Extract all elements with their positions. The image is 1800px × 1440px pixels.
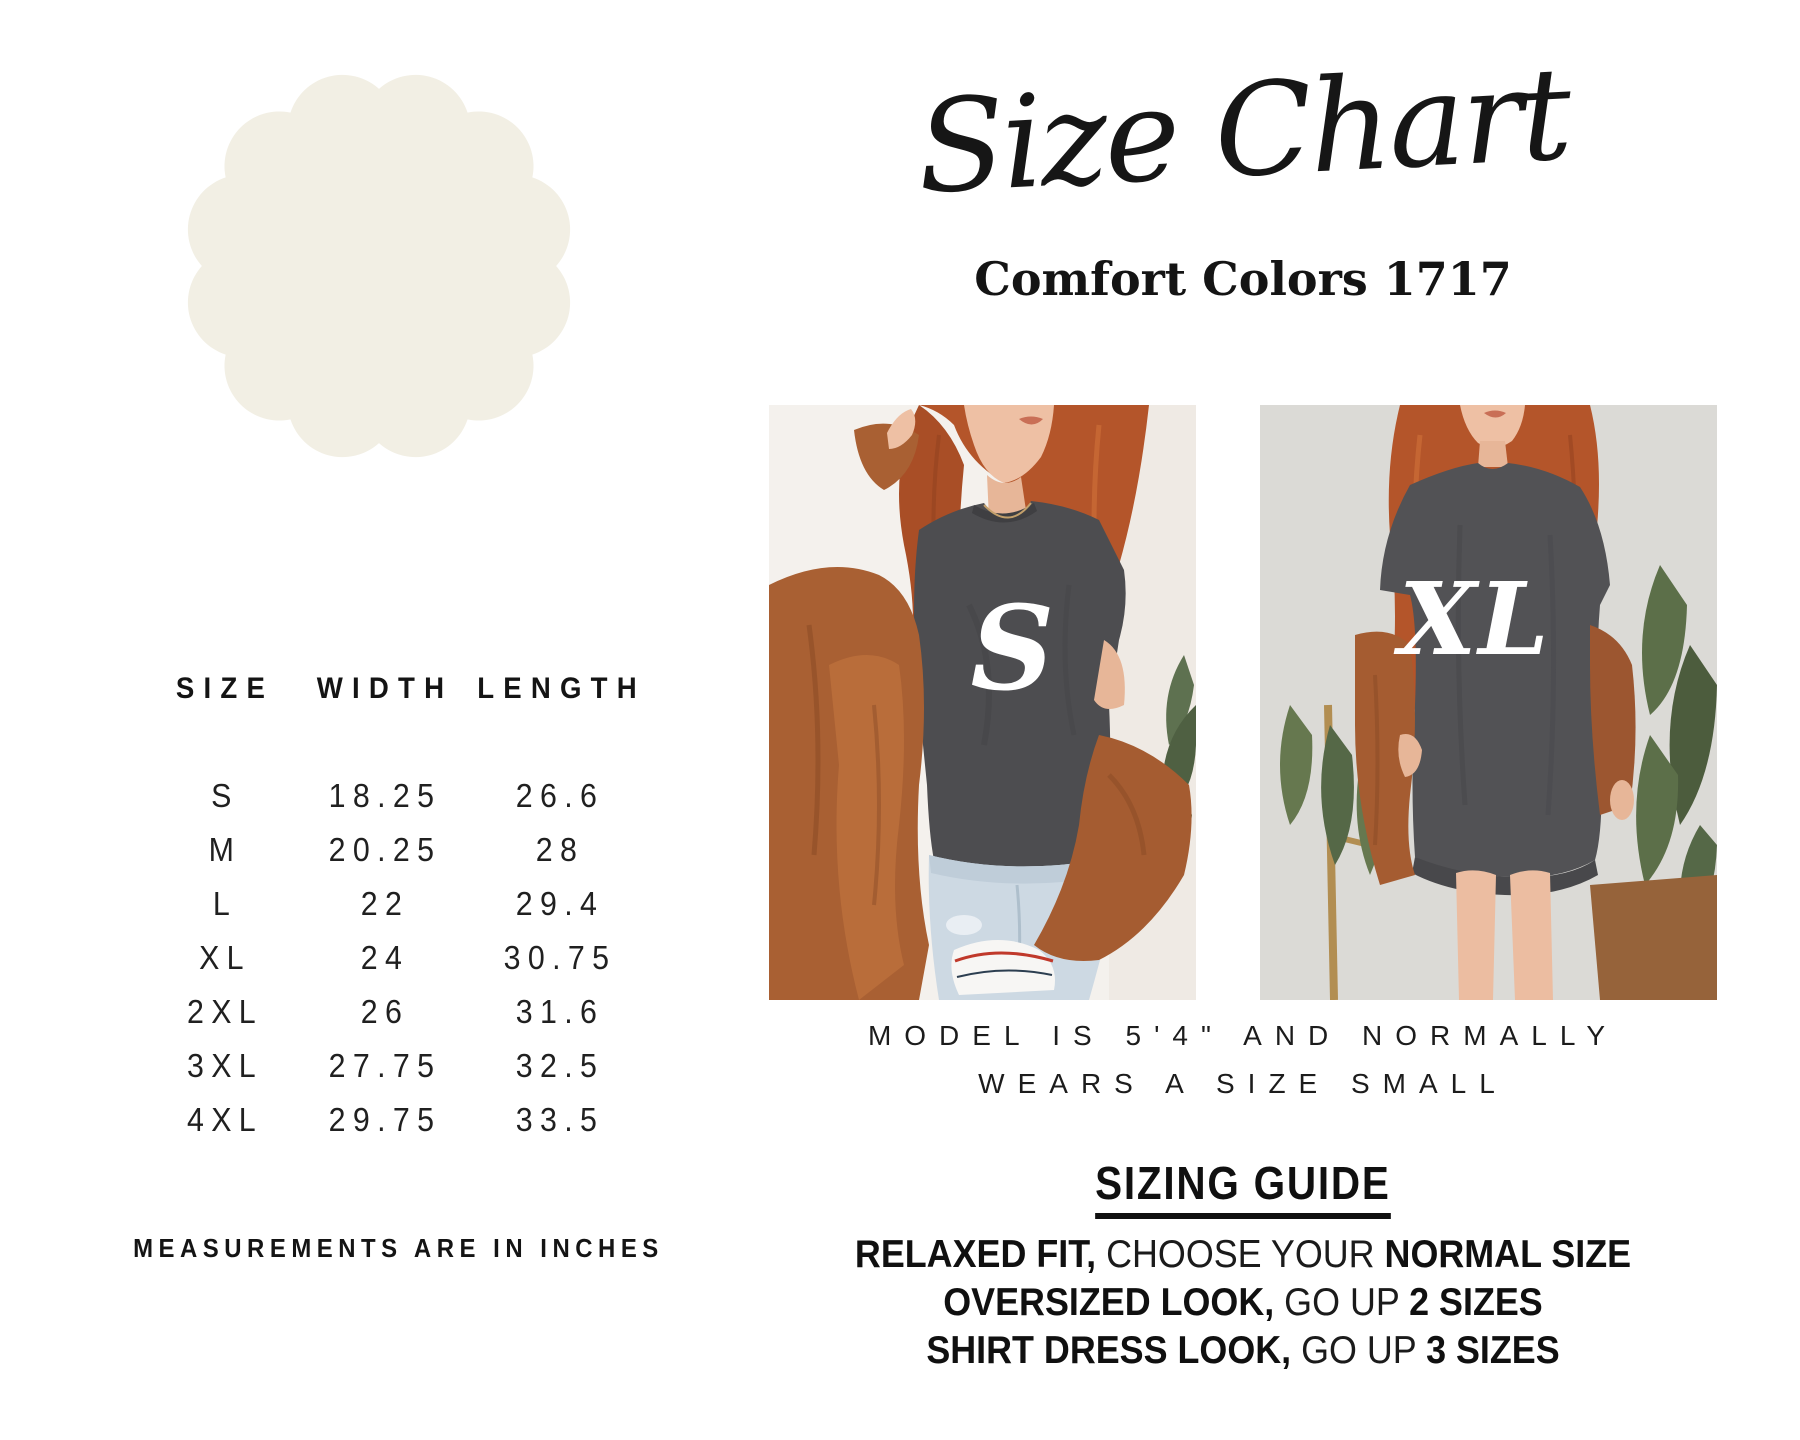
- width-cell: 27.75: [328, 1047, 442, 1084]
- guide-line-tail: NORMAL SIZE: [1384, 1233, 1632, 1276]
- shirt-size-letter-xl: XL: [1398, 560, 1551, 679]
- length-cell: 29.4: [515, 885, 605, 922]
- size-cell: L: [212, 885, 238, 922]
- width-cell: 24: [360, 939, 410, 976]
- sizing-guide-line: [783, 1327, 1703, 1375]
- guide-line-lead: SHIRT DRESS LOOK,: [926, 1328, 1292, 1372]
- table-row: [150, 877, 650, 931]
- length-cell: 28: [535, 831, 585, 868]
- jacket-left-drape: [769, 567, 929, 1000]
- sizing-guide-heading-wrap: [743, 1156, 1743, 1219]
- model-photo-size-s: [769, 405, 1196, 1000]
- page-title: Size Chart: [913, 40, 1573, 223]
- col-header-size: SIZE: [175, 672, 275, 705]
- size-cell: 4XL: [186, 1101, 264, 1138]
- wood-stool: [1590, 875, 1717, 1000]
- sizing-guide-line: [783, 1231, 1703, 1279]
- table-row: [150, 769, 650, 823]
- table-row: [150, 823, 650, 877]
- width-cell: 26: [360, 993, 410, 1030]
- guide-line-mid: GO UP: [1291, 1328, 1427, 1372]
- width-cell: 29.75: [328, 1101, 442, 1138]
- photo-xl-illustration: [1260, 405, 1717, 1000]
- model-note-line1: MODEL IS 5'4" AND NORMALLY: [867, 1020, 1619, 1051]
- model-photo-size-xl: [1260, 405, 1717, 1000]
- table-row: [150, 1093, 650, 1147]
- table-row: [150, 1039, 650, 1093]
- measurements-note-wrap: [110, 1233, 664, 1264]
- width-cell: 22: [360, 885, 410, 922]
- sizing-guide-heading: SIZING GUIDE: [1095, 1156, 1391, 1219]
- shirt-size-letter-s: S: [970, 580, 1055, 717]
- guide-line-tail: 3 SIZES: [1426, 1328, 1560, 1372]
- table-row: [150, 985, 650, 1039]
- sizing-guide-line: [783, 1279, 1703, 1327]
- col-header-width: WIDTH: [316, 672, 454, 705]
- measurements-note: MEASUREMENTS ARE IN INCHES: [133, 1233, 664, 1263]
- length-cell: 26.6: [515, 777, 605, 814]
- length-cell: 33.5: [515, 1101, 605, 1138]
- guide-line-lead: RELAXED FIT,: [854, 1233, 1097, 1276]
- scalloped-flower-shape: [173, 62, 585, 470]
- guide-line-mid: GO UP: [1274, 1280, 1410, 1324]
- guide-line-mid: CHOOSE YOUR: [1096, 1233, 1385, 1276]
- col-header-length: LENGTH: [477, 672, 646, 705]
- sizing-guide-lines: [743, 1231, 1743, 1375]
- size-cell: XL: [199, 939, 251, 976]
- page-subtitle: Comfort Colors 1717: [974, 252, 1512, 306]
- table-row: [150, 931, 650, 985]
- model-note-line2: WEARS A SIZE SMALL: [978, 1067, 1508, 1099]
- length-cell: 32.5: [515, 1047, 605, 1084]
- guide-line-tail: 2 SIZES: [1409, 1280, 1543, 1324]
- width-cell: 18.25: [328, 777, 442, 814]
- length-cell: 31.6: [515, 993, 605, 1030]
- width-cell: 20.25: [328, 831, 442, 868]
- size-cell: M: [208, 831, 242, 868]
- size-cell: S: [211, 777, 239, 814]
- size-cell: 3XL: [186, 1047, 264, 1084]
- model-note: [743, 1012, 1743, 1107]
- size-cell: 2XL: [186, 993, 264, 1030]
- guide-line-lead: OVERSIZED LOOK,: [943, 1280, 1275, 1324]
- length-cell: 30.75: [503, 939, 617, 976]
- size-table: [150, 672, 650, 1147]
- size-table-header-row: [150, 672, 650, 706]
